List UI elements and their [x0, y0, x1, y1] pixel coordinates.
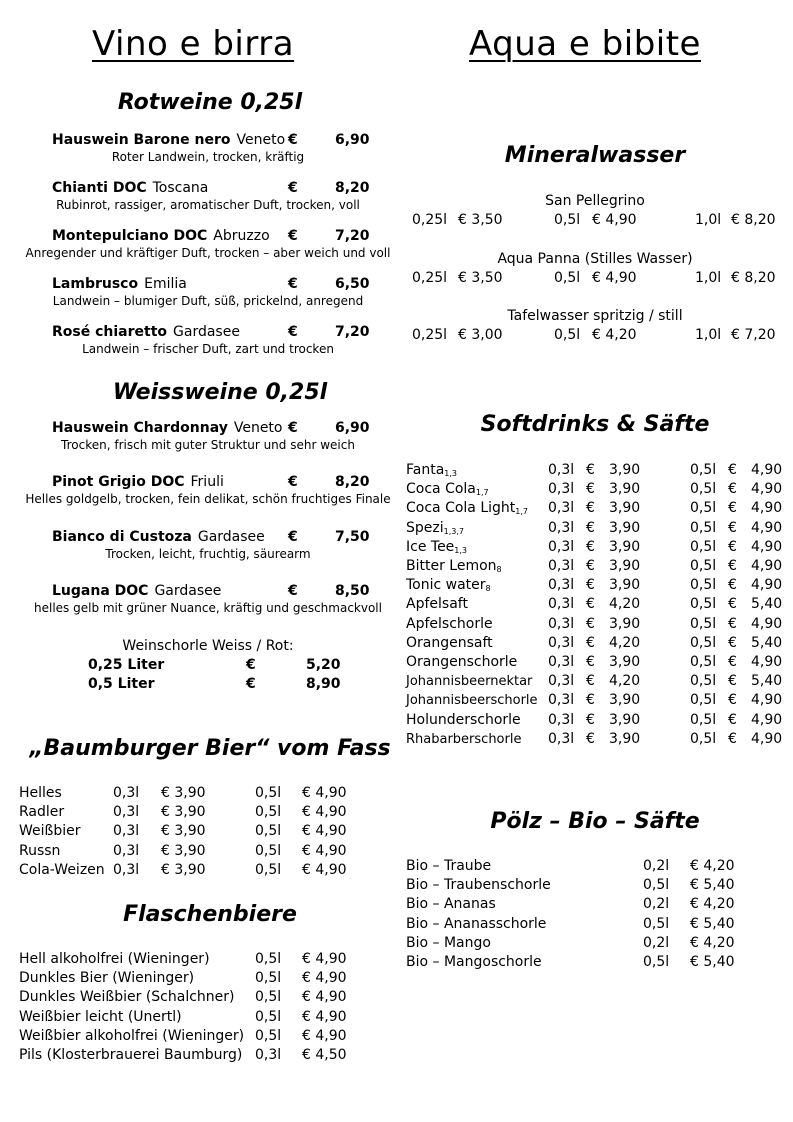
softdrink-name	[406, 635, 493, 651]
wine-region: Veneto	[236, 132, 286, 148]
softdrink-size-small: 0,3l	[548, 673, 575, 690]
softdrink-name	[406, 462, 457, 478]
softdrink-price-large: 5,40	[751, 673, 783, 690]
softdrink-name	[406, 500, 528, 516]
wine-name-label: Bianco di Custoza	[52, 529, 192, 545]
mineral-water-price: € 8,20	[731, 212, 776, 228]
mineral-water-size: 1,0l	[695, 269, 722, 286]
softdrink-size-large: 0,5l	[690, 596, 717, 613]
softdrink-price-small: 4,20	[609, 596, 641, 613]
softdrink-size-large: 0,5l	[690, 558, 717, 574]
spritzer-currency: €	[246, 676, 256, 692]
softdrink-price-large: 4,90	[751, 538, 783, 555]
softdrink-currency-large: €	[728, 519, 737, 536]
softdrink-size-large: 0,5l	[690, 519, 717, 536]
wine-price: 7,20	[335, 324, 370, 340]
bottled-beer-size: 0,5l	[255, 951, 282, 967]
bottled-beer-price: € 4,90	[302, 1008, 347, 1025]
mineral-water-price: € 3,50	[458, 212, 503, 228]
softdrink-name	[406, 539, 467, 555]
bio-juice-name: Bio – Traube	[406, 858, 492, 874]
softdrink-currency-large: €	[728, 711, 737, 728]
softdrink-currency-small: €	[586, 538, 595, 555]
wine-region: Gardasee	[173, 324, 240, 340]
softdrink-label: Bitter Lemon	[406, 558, 497, 574]
wine-region: Abruzzo	[213, 228, 270, 244]
softdrink-name	[406, 731, 521, 747]
spritzer-currency: €	[246, 657, 256, 673]
bio-juice-name: Bio – Mango	[406, 934, 491, 951]
wine-name-label: Pinot Grigio DOC	[52, 474, 185, 490]
softdrink-currency-large: €	[728, 577, 737, 594]
softdrink-currency-small: €	[586, 577, 595, 594]
additive-note: 8	[485, 584, 491, 594]
softdrink-price-large: 5,40	[751, 634, 783, 651]
wine-currency: €	[288, 324, 298, 340]
wine-description: Landwein – frischer Duft, zart und trocken	[82, 342, 334, 356]
softdrink-price-small: 3,90	[609, 711, 641, 728]
beer-price-small: € 3,90	[161, 861, 206, 878]
softdrink-size-small: 0,3l	[548, 730, 575, 747]
softdrink-currency-large: €	[728, 558, 737, 574]
wine-name-label: Rosé chiaretto	[52, 324, 168, 340]
wine-description: helles gelb mit grüner Nuance, kräftig und geschmackvoll	[34, 601, 382, 615]
bottled-beer-size: 0,5l	[255, 970, 282, 987]
mineral-water-price: € 4,20	[592, 327, 637, 343]
softdrink-price-small: 3,90	[609, 654, 641, 670]
additive-note: 1,3,7	[443, 526, 464, 536]
beer-size-large: 0,5l	[255, 823, 282, 840]
wine-price: 6,90	[335, 420, 370, 436]
bio-juice-name: Bio – Mangoschorle	[406, 954, 542, 970]
bio-juice-price: € 5,40	[690, 954, 735, 970]
bottled-beer-size: 0,5l	[255, 1027, 282, 1044]
mineral-water-price: € 3,50	[458, 269, 503, 286]
softdrink-price-large: 4,90	[751, 481, 783, 498]
bottled-beer-name: Weißbier alkoholfrei (Wieninger)	[19, 1027, 245, 1044]
mineral-water-price: € 8,20	[731, 269, 776, 286]
bottled-beer-heading: Flaschenbiere	[123, 902, 297, 927]
wine-currency: €	[288, 474, 298, 490]
softdrink-price-small: 3,90	[609, 615, 641, 632]
wine-region: Friuli	[190, 474, 224, 490]
softdrink-currency-large: €	[728, 481, 737, 498]
additive-note: 1,7	[515, 507, 528, 517]
bottled-beer-size: 0,5l	[255, 1008, 282, 1025]
softdrink-price-small: 3,90	[609, 730, 641, 747]
bio-juice-name: Bio – Traubenschorle	[406, 877, 551, 894]
softdrink-currency-small: €	[586, 730, 595, 747]
bio-juice-price: € 5,40	[690, 915, 735, 932]
softdrink-price-large: 4,90	[751, 558, 783, 574]
bottled-beer-name: Weißbier leicht (Unertl)	[19, 1008, 182, 1025]
softdrink-label: Fanta	[406, 462, 445, 478]
softdrink-label: Tonic water	[406, 577, 486, 594]
softdrink-currency-small: €	[586, 634, 595, 651]
wine-description: Rubinrot, rassiger, aromatischer Duft, trocken, voll	[56, 198, 360, 212]
wine-region: Veneto	[233, 420, 283, 436]
wine-description: Trocken, leicht, fruchtig, säurearm	[105, 547, 311, 561]
spritzer-price: 5,20	[306, 657, 341, 673]
wine-name	[52, 324, 240, 340]
softdrink-price-large: 4,90	[751, 615, 783, 632]
spritzer-size: 0,5 Liter	[88, 676, 155, 692]
softdrink-currency-small: €	[586, 654, 595, 670]
wine-price: 6,90	[335, 132, 370, 148]
softdrink-size-large: 0,5l	[690, 634, 717, 651]
mineral-water-price: € 4,90	[592, 212, 637, 228]
softdrink-price-small: 3,90	[609, 577, 641, 594]
softdrink-name	[406, 520, 464, 536]
softdrink-price-large: 4,90	[751, 500, 783, 517]
softdrink-size-small: 0,3l	[548, 500, 575, 517]
mineral-water-size: 0,5l	[554, 327, 581, 343]
beer-price-large: € 4,90	[302, 861, 347, 878]
softdrink-size-small: 0,3l	[548, 634, 575, 651]
softdrink-price-small: 3,90	[609, 481, 641, 498]
mineral-water-name: San Pellegrino	[545, 193, 645, 209]
bio-juice-size: 0,5l	[643, 877, 670, 894]
softdrink-currency-large: €	[728, 730, 737, 747]
softdrink-size-small: 0,3l	[548, 558, 575, 574]
bottled-beer-size: 0,5l	[255, 989, 282, 1006]
beer-size-large: 0,5l	[255, 842, 282, 859]
softdrink-size-large: 0,5l	[690, 500, 717, 517]
bio-juice-price: € 4,20	[690, 858, 735, 874]
softdrink-currency-small: €	[586, 711, 595, 728]
bio-juice-size: 0,2l	[643, 934, 670, 951]
beer-name: Cola-Weizen	[19, 861, 105, 878]
softdrink-currency-large: €	[728, 500, 737, 517]
beer-size-large: 0,5l	[255, 861, 282, 878]
bottled-beer-size: 0,3l	[255, 1047, 282, 1063]
softdrink-price-large: 4,90	[751, 711, 783, 728]
bio-juices-heading: Pölz – Bio – Säfte	[490, 809, 700, 834]
beer-price-small: € 3,90	[161, 804, 206, 821]
beer-price-large: € 4,90	[302, 785, 347, 801]
wine-name	[52, 583, 221, 599]
softdrink-size-large: 0,5l	[690, 692, 717, 709]
softdrink-name	[406, 616, 493, 632]
softdrink-name	[406, 654, 517, 670]
beer-name: Russn	[19, 842, 61, 859]
softdrink-price-small: 3,90	[609, 519, 641, 536]
softdrink-currency-small: €	[586, 500, 595, 517]
softdrink-price-large: 4,90	[751, 654, 783, 670]
wine-price: 8,50	[335, 583, 370, 599]
softdrink-price-large: 4,90	[751, 692, 783, 709]
bio-juice-price: € 5,40	[690, 877, 735, 894]
wine-currency: €	[288, 529, 298, 545]
wine-name	[52, 474, 224, 490]
beer-size-small: 0,3l	[113, 785, 140, 801]
right-page-title: Aqua e bibite	[469, 24, 701, 64]
wine-name	[52, 420, 283, 436]
softdrink-price-small: 3,90	[609, 692, 641, 709]
beer-size-small: 0,3l	[113, 823, 140, 840]
wine-region: Toscana	[152, 180, 209, 196]
beer-name: Weißbier	[19, 823, 81, 840]
softdrink-currency-small: €	[586, 596, 595, 613]
softdrinks-heading: Softdrinks & Säfte	[480, 412, 710, 437]
softdrink-size-small: 0,3l	[548, 692, 575, 709]
softdrink-currency-large: €	[728, 692, 737, 709]
softdrink-price-large: 4,90	[751, 730, 783, 747]
softdrink-price-large: 4,90	[751, 577, 783, 594]
wine-name-label: Lambrusco	[52, 276, 139, 292]
softdrink-currency-large: €	[728, 615, 737, 632]
white-wines-heading: Weissweine 0,25l	[112, 380, 328, 405]
mineral-water-price: € 3,00	[458, 327, 503, 343]
wine-price: 7,20	[335, 228, 370, 244]
softdrink-currency-small: €	[586, 673, 595, 690]
softdrink-label: Johannisbeerschorle	[406, 693, 538, 709]
softdrink-price-large: 5,40	[751, 596, 783, 613]
bio-juice-size: 0,2l	[643, 896, 670, 913]
softdrink-size-small: 0,3l	[548, 615, 575, 632]
softdrink-size-small: 0,3l	[548, 711, 575, 728]
softdrink-size-small: 0,3l	[548, 577, 575, 594]
mineral-water-heading: Mineralwasser	[504, 143, 686, 168]
softdrink-label: Spezi	[406, 519, 444, 536]
wine-name	[52, 529, 265, 545]
softdrink-price-small: 3,90	[609, 500, 641, 517]
wine-description: Roter Landwein, trocken, kräftig	[111, 150, 305, 164]
bottled-beer-name: Pils (Klosterbrauerei Baumburg)	[19, 1047, 243, 1063]
wine-name-label: Montepulciano DOC	[52, 228, 208, 244]
softdrink-size-small: 0,3l	[548, 462, 575, 478]
softdrink-size-large: 0,5l	[690, 615, 717, 632]
wine-name-label: Chianti DOC	[52, 180, 147, 196]
mineral-water-price: € 7,20	[731, 327, 776, 343]
softdrink-size-large: 0,5l	[690, 481, 717, 498]
softdrink-size-large: 0,5l	[690, 730, 717, 747]
softdrink-currency-small: €	[586, 692, 595, 709]
softdrink-size-small: 0,3l	[548, 596, 575, 613]
softdrink-currency-large: €	[728, 634, 737, 651]
softdrink-currency-large: €	[728, 673, 737, 690]
beer-name: Helles	[19, 785, 62, 801]
additive-note: 1,7	[475, 488, 489, 498]
softdrink-name	[406, 692, 538, 708]
beer-price-large: € 4,90	[302, 804, 347, 821]
softdrink-price-small: 3,90	[609, 538, 641, 555]
bottled-beer-name: Hell alkoholfrei (Wieninger)	[19, 951, 210, 967]
bottled-beer-name: Dunkles Bier (Wieninger)	[19, 970, 195, 987]
softdrink-size-large: 0,5l	[690, 673, 717, 690]
wine-price: 8,20	[335, 180, 370, 196]
softdrink-price-small: 3,90	[609, 558, 641, 574]
beer-size-small: 0,3l	[113, 861, 140, 878]
softdrink-size-large: 0,5l	[690, 577, 717, 594]
wine-currency: €	[288, 180, 298, 196]
softdrink-label: Coca Cola Light	[406, 500, 516, 517]
softdrink-name	[406, 577, 491, 593]
bottled-beer-price: € 4,50	[302, 1047, 347, 1063]
softdrink-size-small: 0,3l	[548, 654, 575, 670]
softdrink-price-small: 4,20	[609, 634, 641, 651]
mineral-water-name: Tafelwasser spritzig / still	[507, 308, 683, 324]
additive-note: 1,3	[444, 469, 458, 478]
mineral-water-size: 0,5l	[554, 269, 581, 286]
softdrink-currency-large: €	[728, 538, 737, 555]
softdrink-currency-small: €	[586, 615, 595, 632]
softdrink-label: Orangenschorle	[406, 654, 518, 670]
bio-juice-name: Bio – Ananasschorle	[406, 915, 547, 932]
beer-price-small: € 3,90	[161, 823, 206, 840]
wine-description: Landwein – blumiger Duft, süß, prickelnd, anregend	[52, 294, 364, 308]
softdrink-price-large: 4,90	[751, 519, 783, 536]
wine-price: 8,20	[335, 474, 370, 490]
softdrink-price-large: 4,90	[751, 462, 783, 478]
red-wines-heading: Rotweine 0,25l	[117, 90, 303, 115]
softdrink-label: Johannisbeernektar	[406, 674, 533, 690]
mineral-water-name: Aqua Panna (Stilles Wasser)	[497, 250, 693, 267]
mineral-water-size: 0,25l	[412, 327, 448, 343]
bottled-beer-price: € 4,90	[302, 970, 347, 987]
wine-region: Gardasee	[197, 529, 265, 545]
softdrink-size-small: 0,3l	[548, 519, 575, 536]
softdrink-label: Rhabarberschorle	[406, 731, 522, 747]
wine-region: Emilia	[144, 276, 187, 292]
wine-price: 6,50	[335, 276, 370, 292]
wine-currency: €	[288, 583, 298, 599]
beer-name: Radler	[19, 804, 65, 821]
bio-juice-size: 0,5l	[643, 915, 670, 932]
mineral-water-size: 0,25l	[412, 269, 448, 286]
wine-region: Gardasee	[154, 583, 222, 599]
additive-note: 1,3	[454, 545, 468, 555]
bottled-beer-price: € 4,90	[302, 989, 347, 1006]
beer-price-large: € 4,90	[302, 823, 347, 840]
beer-size-large: 0,5l	[255, 804, 282, 821]
softdrink-price-small: 4,20	[609, 673, 641, 690]
wine-currency: €	[288, 276, 298, 292]
wine-name	[52, 228, 270, 244]
mineral-water-price: € 4,90	[592, 269, 637, 286]
mineral-water-size: 1,0l	[695, 212, 722, 228]
bio-juice-price: € 4,20	[690, 934, 735, 951]
mineral-water-size: 0,25l	[412, 212, 448, 228]
softdrink-name	[406, 481, 489, 497]
softdrink-currency-small: €	[586, 481, 595, 498]
bio-juice-name: Bio – Ananas	[406, 896, 496, 913]
beer-size-small: 0,3l	[113, 842, 140, 859]
softdrink-name	[406, 558, 502, 574]
mineral-water-size: 1,0l	[695, 327, 722, 343]
beer-price-large: € 4,90	[302, 842, 347, 859]
bio-juice-price: € 4,20	[690, 896, 735, 913]
mineral-water-size: 0,5l	[554, 212, 581, 228]
bottled-beer-price: € 4,90	[302, 1027, 347, 1044]
wine-name-label: Lugana DOC	[52, 583, 149, 599]
softdrink-size-large: 0,5l	[690, 538, 717, 555]
softdrink-size-small: 0,3l	[548, 481, 575, 498]
softdrink-size-large: 0,5l	[690, 462, 717, 478]
wine-currency: €	[288, 420, 298, 436]
softdrink-name	[406, 673, 532, 689]
wine-currency: €	[288, 132, 298, 148]
softdrink-size-large: 0,5l	[690, 654, 717, 670]
softdrink-label: Ice Tee	[406, 538, 455, 555]
left-page-title: Vino e birra	[92, 24, 295, 64]
wine-name-label: Hauswein Barone nero	[52, 132, 231, 148]
wine-price: 7,50	[335, 529, 370, 545]
softdrink-label: Coca Cola	[406, 481, 476, 498]
beer-price-small: € 3,90	[161, 842, 206, 859]
beer-size-small: 0,3l	[113, 804, 140, 821]
softdrink-label: Apfelsaft	[406, 596, 468, 613]
wine-name-label: Hauswein Chardonnay	[52, 420, 228, 436]
softdrink-size-small: 0,3l	[548, 538, 575, 555]
softdrink-name	[406, 596, 468, 612]
tap-beer-heading: „Baumburger Bier“ vom Fass	[29, 736, 391, 761]
softdrink-currency-small: €	[586, 462, 595, 478]
softdrink-price-small: 3,90	[609, 462, 641, 478]
beer-size-large: 0,5l	[255, 785, 282, 801]
softdrink-label: Orangensaft	[406, 634, 493, 651]
bottled-beer-name: Dunkles Weißbier (Schalchner)	[19, 989, 235, 1006]
spritzer-price: 8,90	[306, 676, 341, 692]
softdrink-currency-large: €	[728, 462, 737, 478]
additive-note: 8	[496, 565, 502, 574]
softdrink-currency-large: €	[728, 596, 737, 613]
bio-juice-size: 0,2l	[643, 858, 670, 874]
softdrink-size-large: 0,5l	[690, 711, 717, 728]
bio-juice-size: 0,5l	[643, 954, 670, 970]
softdrink-currency-small: €	[586, 519, 595, 536]
wine-name	[52, 180, 208, 196]
wine-currency: €	[288, 228, 298, 244]
wine-spritzer-title: Weinschorle Weiss / Rot:	[122, 638, 294, 654]
softdrink-name	[406, 712, 521, 728]
wine-description: Trocken, frisch mit guter Struktur und sehr weich	[61, 438, 355, 452]
softdrink-label: Apfelschorle	[406, 615, 493, 632]
wine-description: Helles goldgelb, trocken, fein delikat, schön fruchtiges Finale	[25, 492, 391, 506]
spritzer-size: 0,25 Liter	[88, 657, 165, 673]
softdrink-currency-large: €	[728, 654, 737, 670]
bottled-beer-price: € 4,90	[302, 951, 347, 967]
softdrink-currency-small: €	[586, 558, 595, 574]
beer-price-small: € 3,90	[161, 785, 206, 801]
wine-description: Anregender und kräftiger Duft, trocken – aber weich und voll	[25, 246, 391, 260]
wine-name	[52, 276, 187, 292]
wine-name	[52, 132, 285, 148]
softdrink-label: Holunderschorle	[406, 711, 521, 728]
